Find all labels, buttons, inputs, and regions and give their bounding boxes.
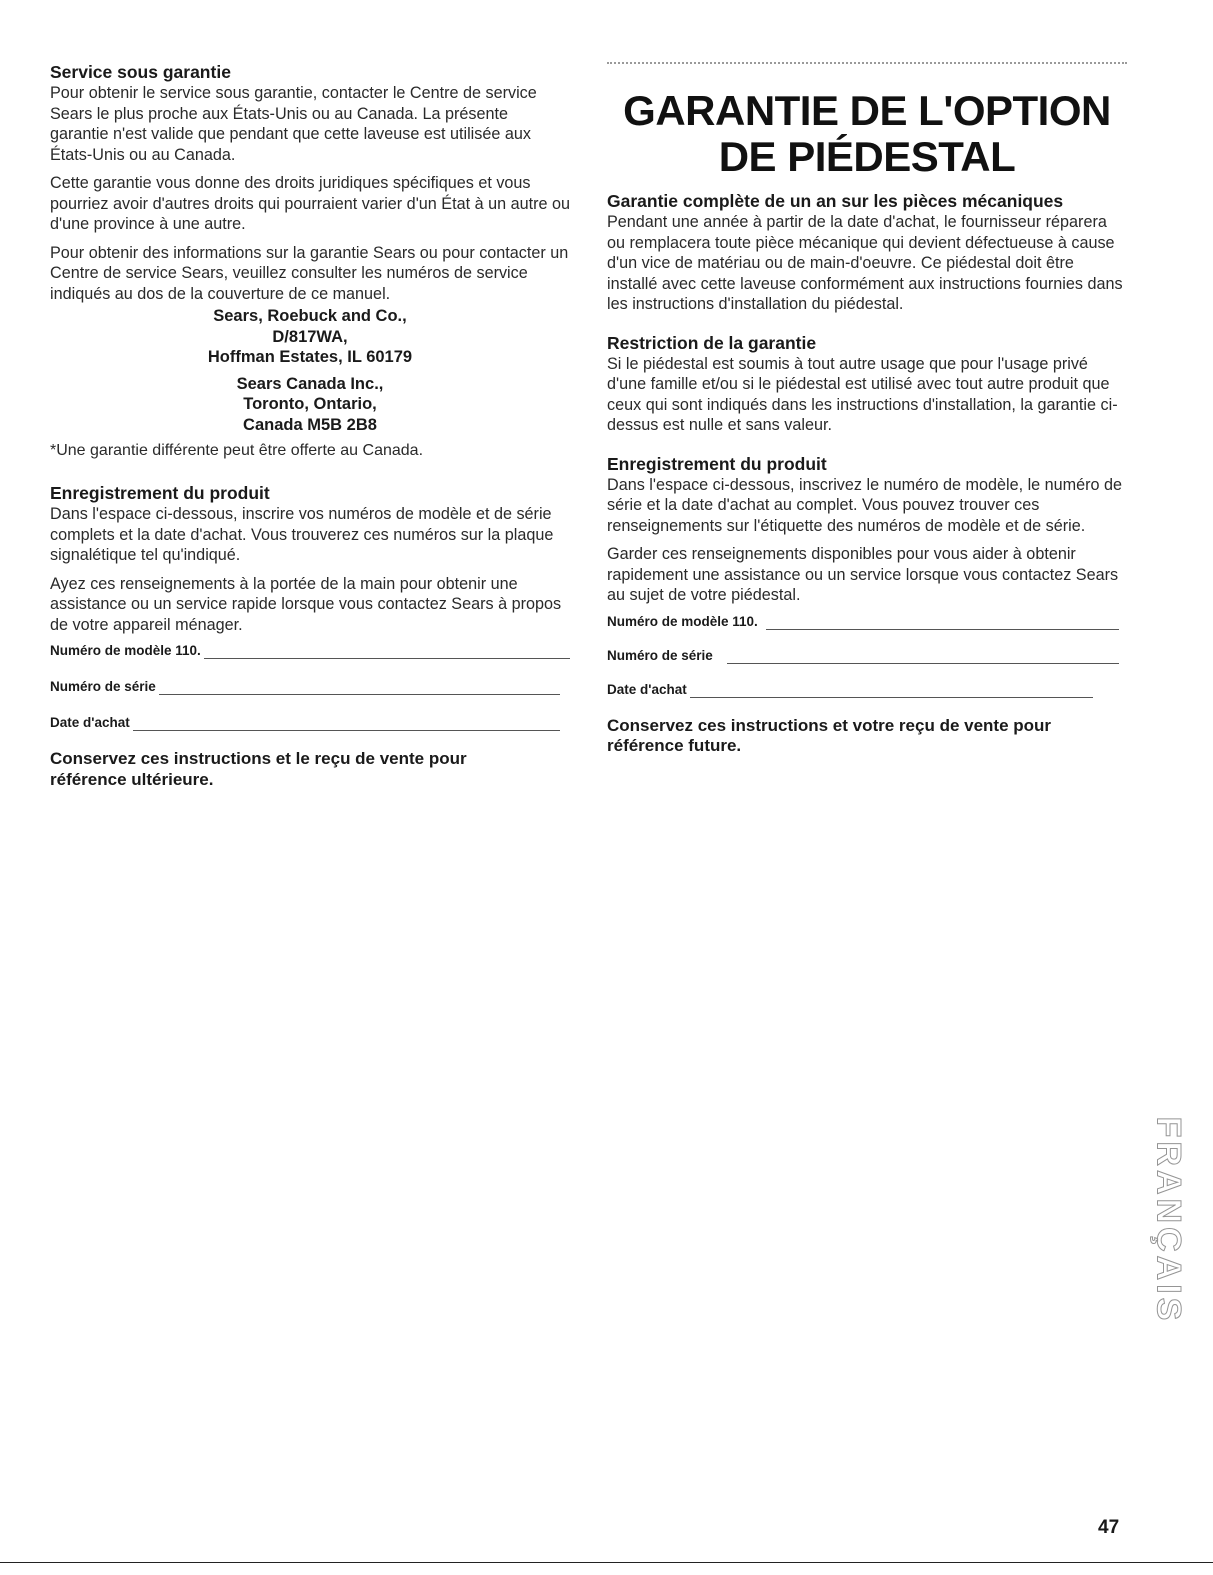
canada-note: *Une garantie différente peut être offerte au Canada. xyxy=(50,442,424,459)
service-paragraph-2: Cette garantie vous donne des droits juridiques spécifiques et vous pourriez avoir d'autres droits qui pourraient varier d'un État à un autre ou d'une province à une autre. xyxy=(50,174,570,233)
keep-instructions-note-right: Conservez ces instructions et votre reçu de vente pour référence future. xyxy=(607,715,1052,755)
restriction-paragraph: Si le piédestal est soumis à tout autre usage que pour l'usage privé d'une famille et/ou si le piédestal est utilisé avec tout autre produit que ceux qui sont indiqués dans les instructions d'installation, la garantie ci-dessus est nulle et sans valeur. xyxy=(607,354,1118,434)
purchase-date-line xyxy=(133,716,560,731)
model-number-field[interactable] xyxy=(50,641,570,659)
keep-instructions-note: Conservez ces instructions et le reçu de vente pour référence ultérieure. xyxy=(50,749,467,789)
service-paragraph-3: Pour obtenir des informations sur la garantie Sears ou pour contacter un Centre de service Sears, veuillez consulter les numéros de service indiqués au dos de la couverture de ce manuel. xyxy=(50,243,569,303)
serial-number-line-right xyxy=(727,649,1119,664)
address-line: Hoffman Estates, IL 60179 xyxy=(207,348,413,366)
address-line: Canada M5B 2B8 xyxy=(243,415,377,434)
purchase-date-field[interactable] xyxy=(50,713,560,731)
purchase-date-label: Date d'achat xyxy=(50,715,130,730)
serial-number-field[interactable] xyxy=(50,677,560,695)
address-line: Sears, Roebuck and Co., xyxy=(213,307,407,325)
bottom-rule xyxy=(0,1562,1213,1563)
address-line: D/817WA, xyxy=(272,327,348,346)
title-divider xyxy=(607,62,1127,64)
purchase-date-label-right: Date d'achat xyxy=(607,681,687,697)
language-tab-label: FRANÇAIS xyxy=(1149,1116,1188,1324)
registration-heading: Enregistrement du produit xyxy=(50,483,270,503)
language-side-tab xyxy=(1148,1085,1188,1355)
page-number: 47 xyxy=(1098,1517,1120,1538)
address-sears-canada xyxy=(50,374,570,436)
purchase-date-field-right[interactable] xyxy=(607,680,1093,698)
serial-number-label-right: Numéro de série xyxy=(607,647,713,663)
right-column xyxy=(607,191,1127,757)
model-number-label-right: Numéro de modèle 110. xyxy=(607,613,758,629)
left-column xyxy=(50,62,570,790)
model-number-line-right xyxy=(766,615,1119,630)
registration-paragraph-2: Ayez ces renseignements à la portée de la main pour obtenir une assistance ou un service rapide lorsque vous contactez Sears à propos de votre appareil ménager. xyxy=(50,574,562,634)
address-line: Toronto, Ontario, xyxy=(243,395,377,413)
registration-paragraph-2-right: Garder ces renseignements disponibles pour vous aider à obtenir rapidement une assistance ou un service lorsque vous contactez Sears au sujet de votre piédestal. xyxy=(607,545,1119,604)
restriction-heading: Restriction de la garantie xyxy=(607,332,817,353)
purchase-date-line-right xyxy=(690,683,1093,698)
page-title: GARANTIE DE L'OPTION DE PIÉDESTAL xyxy=(623,87,1111,180)
registration-heading-right: Enregistrement du produit xyxy=(607,453,827,474)
model-number-label: Numéro de modèle 110. xyxy=(50,643,201,658)
serial-number-field-right[interactable] xyxy=(607,646,1119,664)
model-number-field-right[interactable] xyxy=(607,612,1119,630)
address-line: Sears Canada Inc., xyxy=(236,374,384,393)
service-paragraph-1: Pour obtenir le service sous garantie, contacter le Centre de service Sears le plus proche aux États-Unis ou au Canada. La présente garantie n'est valide que pendant que cette laveuse est utilisée aux États-Unis ou au Canada. xyxy=(50,84,537,164)
full-warranty-paragraph: Pendant une année à partir de la date d'achat, le fournisseur réparera ou remplacera toute pièce mécanique qui devient défectueuse à cause d'un vice de matériau ou de main-d'oeuvre. Ce piédestal doit être installé avec cette laveuse conformément aux instructions fournies dans les instructions d'installation du piédestal. xyxy=(607,213,1123,313)
model-number-line xyxy=(204,644,570,659)
service-heading: Service sous garantie xyxy=(50,62,231,82)
registration-paragraph-1: Dans l'espace ci-dessous, inscrire vos numéros de modèle et de série complets et la date d'achat. Vous trouverez ces numéros sur la plaque signalétique tel qu'indiqué. xyxy=(50,505,554,564)
registration-paragraph-1-right: Dans l'espace ci-dessous, inscrivez le numéro de modèle, le numéro de série et la date d'achat au complet. Vous pouvez trouver ces renseignements sur l'étiquette des numéros de modèle et de série. xyxy=(607,475,1123,535)
full-warranty-heading: Garantie complète de un an sur les pièces mécaniques xyxy=(607,191,1064,211)
serial-number-line xyxy=(159,680,560,695)
address-sears-us xyxy=(50,306,570,368)
serial-number-label: Numéro de série xyxy=(50,679,156,694)
